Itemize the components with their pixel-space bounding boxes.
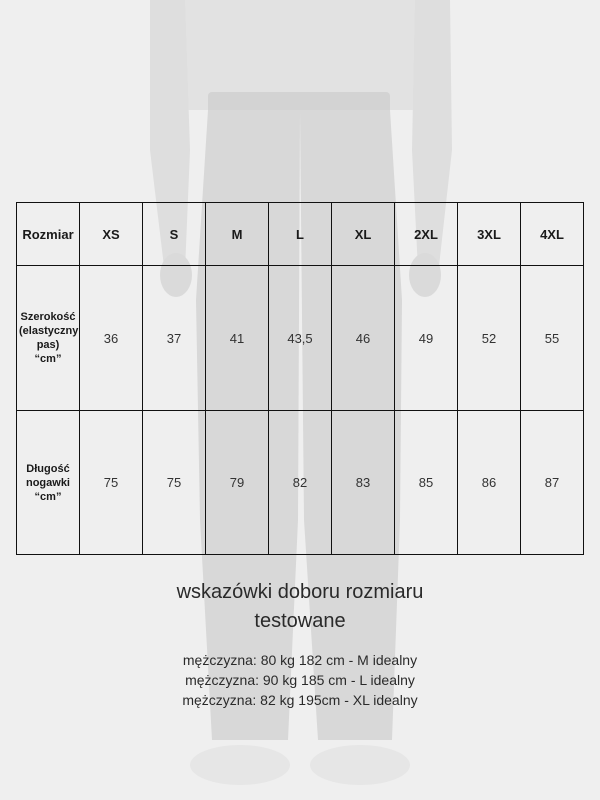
header-cell-label: Rozmiar [17, 203, 80, 266]
table-cell: 43,5 [269, 266, 332, 411]
header-cell-xl: XL [332, 203, 395, 266]
table-cell: 86 [458, 411, 521, 555]
table-cell: 46 [332, 266, 395, 411]
table-cell: 82 [269, 411, 332, 555]
table-cell: 75 [80, 411, 143, 555]
table-cell: 83 [332, 411, 395, 555]
header-cell-xs: XS [80, 203, 143, 266]
table-cell: 87 [521, 411, 584, 555]
row-label-line: “cm” [34, 490, 62, 503]
table-cell: 85 [395, 411, 458, 555]
table-row-width [17, 266, 584, 411]
row-label-length [17, 411, 80, 555]
table-cell: 37 [143, 266, 206, 411]
table-cell: 55 [521, 266, 584, 411]
row-label-line: Szerokość [20, 311, 76, 323]
header-cell-4xl: 4XL [521, 203, 584, 266]
row-label-width [17, 266, 80, 411]
row-label-line: Długość [26, 462, 70, 475]
list-item: mężczyzna: 82 kg 195cm - XL idealny [182, 692, 418, 708]
table-header-row [17, 203, 584, 266]
row-label-line: “cm” [34, 353, 62, 365]
table-cell: 75 [143, 411, 206, 555]
row-label-line: (elastyczny [19, 325, 79, 337]
heading-line: wskazówki doboru rozmiaru [176, 581, 424, 603]
table-cell: 52 [458, 266, 521, 411]
table-cell: 79 [206, 411, 269, 555]
header-cell-l: L [269, 203, 332, 266]
list-item: mężczyzna: 80 kg 182 cm - M idealny [182, 652, 418, 668]
table-cell: 41 [206, 266, 269, 411]
sizing-tips-list [0, 650, 600, 710]
header-cell-m: M [206, 203, 269, 266]
table-row-length [17, 411, 584, 555]
sizing-tips [0, 578, 600, 710]
list-item: mężczyzna: 90 kg 185 cm - L idealny [185, 672, 415, 688]
header-cell-s: S [143, 203, 206, 266]
row-label-line: pas) [36, 339, 60, 351]
header-cell-2xl: 2XL [395, 203, 458, 266]
header-cell-3xl: 3XL [458, 203, 521, 266]
heading-line: testowane [254, 610, 346, 632]
row-label-line: nogawki [25, 476, 70, 489]
size-chart-table [16, 202, 584, 555]
table-cell: 36 [80, 266, 143, 411]
sizing-tips-heading [0, 578, 600, 636]
table-cell: 49 [395, 266, 458, 411]
